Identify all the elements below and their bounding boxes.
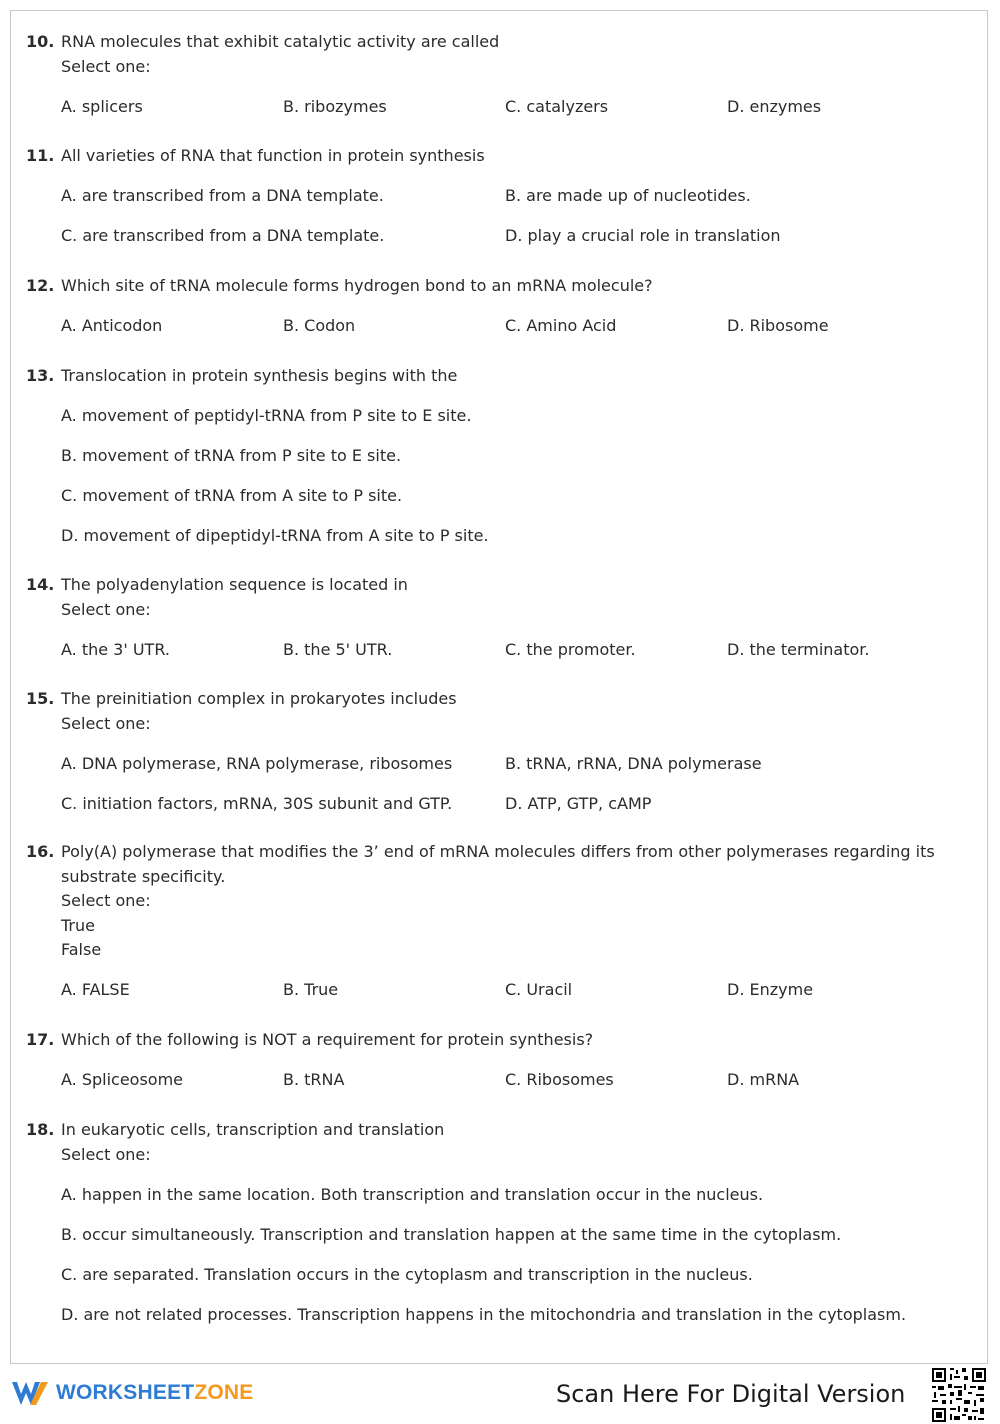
false-label: False <box>61 940 102 959</box>
question-number: 11. <box>26 146 55 165</box>
option-d[interactable]: D. play a crucial role in translation <box>505 226 781 245</box>
option-b[interactable]: B. tRNA <box>283 1070 345 1089</box>
question-number: 14. <box>26 575 55 594</box>
question-12 <box>26 274 966 339</box>
option-a[interactable]: A. Spliceosome <box>61 1070 184 1089</box>
scan-here-text: Scan Here For Digital Version <box>556 1380 906 1408</box>
option-d[interactable]: D. the terminator. <box>727 639 870 659</box>
option-d[interactable]: D. are not related processes. Transcription happens in the mitochondria and translation in the cytoplasm. <box>61 1304 907 1324</box>
question-text: Translocation in protein synthesis begins with the <box>61 366 458 385</box>
question-18 <box>26 1118 966 1327</box>
option-b[interactable]: B. Codon <box>283 316 356 335</box>
option-d[interactable]: D. mRNA <box>727 1070 800 1089</box>
option-a[interactable]: A. the 3' UTR. <box>61 639 170 659</box>
question-number: 16. <box>26 842 55 861</box>
option-c[interactable]: C. are transcribed from a DNA template. <box>61 226 385 245</box>
question-text: All varieties of RNA that function in protein synthesis <box>61 146 485 165</box>
question-text: RNA molecules that exhibit catalytic activity are called <box>61 32 500 51</box>
qr-code-icon[interactable] <box>930 1366 988 1424</box>
option-b[interactable]: B. ribozymes <box>283 96 387 116</box>
option-a[interactable]: A. Anticodon <box>61 316 163 335</box>
question-13 <box>26 364 966 549</box>
question-14 <box>26 573 966 662</box>
question-text: Which of the following is NOT a requirement for protein synthesis? <box>61 1030 594 1049</box>
option-a[interactable]: A. DNA polymerase, RNA polymerase, ribosomes <box>61 753 453 773</box>
question-text: The preinitiation complex in prokaryotes includes <box>61 689 457 708</box>
question-17 <box>26 1028 966 1093</box>
option-b[interactable]: B. True <box>283 980 339 999</box>
question-number: 15. <box>26 689 55 708</box>
option-a[interactable]: A. happen in the same location. Both transcription and translation occur in the nucleus. <box>61 1184 764 1204</box>
select-one-label: Select one: <box>61 1144 151 1164</box>
logo-text-zone: ZONE <box>194 1381 254 1404</box>
question-number: 13. <box>26 366 55 385</box>
option-c[interactable]: C. Amino Acid <box>505 316 617 335</box>
select-one-label: Select one: <box>61 599 151 619</box>
option-d[interactable]: D. enzymes <box>727 96 822 116</box>
question-number: 10. <box>26 32 55 51</box>
select-one-label: Select one: <box>61 891 151 910</box>
w-logo-icon <box>10 1378 50 1408</box>
option-a[interactable]: A. splicers <box>61 96 143 116</box>
option-d[interactable]: D. Ribosome <box>727 316 829 335</box>
question-number: 18. <box>26 1120 55 1139</box>
option-d[interactable]: D. movement of dipeptidyl-tRNA from A site to P site. <box>61 526 489 545</box>
option-c[interactable]: C. the promoter. <box>505 639 636 659</box>
true-label: True <box>61 915 95 935</box>
question-10 <box>26 30 966 119</box>
question-number: 12. <box>26 276 55 295</box>
option-b[interactable]: B. movement of tRNA from P site to E site. <box>61 446 402 465</box>
option-c[interactable]: C. are separated. Translation occurs in the cytoplasm and transcription in the nucleus. <box>61 1264 753 1284</box>
option-b[interactable]: B. the 5' UTR. <box>283 639 393 659</box>
question-number: 17. <box>26 1030 55 1049</box>
option-d[interactable]: D. ATP, GTP, cAMP <box>505 793 652 813</box>
option-d[interactable]: D. Enzyme <box>727 980 814 999</box>
logo-text-worksheet: WORKSHEET <box>56 1381 195 1404</box>
option-a[interactable]: A. FALSE <box>61 980 130 999</box>
footer <box>0 1364 1000 1414</box>
option-c[interactable]: C. Uracil <box>505 980 573 999</box>
question-15 <box>26 687 966 816</box>
select-one-label: Select one: <box>61 713 151 733</box>
option-c[interactable]: C. initiation factors, mRNA, 30S subunit and GTP. <box>61 793 453 813</box>
option-c[interactable]: C. catalyzers <box>505 96 609 116</box>
option-c[interactable]: C. movement of tRNA from A site to P site. <box>61 486 403 505</box>
worksheetzone-logo[interactable] <box>10 1378 253 1408</box>
option-b[interactable]: B. occur simultaneously. Transcription and translation happen at the same time in the cytoplasm. <box>61 1224 842 1244</box>
question-text: Which site of tRNA molecule forms hydrogen bond to an mRNA molecule? <box>61 276 653 295</box>
option-a[interactable]: A. are transcribed from a DNA template. <box>61 186 384 205</box>
question-16 <box>26 840 966 1003</box>
select-one-label: Select one: <box>61 56 151 76</box>
question-text: In eukaryotic cells, transcription and translation <box>61 1120 445 1139</box>
option-a[interactable]: A. movement of peptidyl-tRNA from P site to E site. <box>61 406 472 425</box>
question-text: The polyadenylation sequence is located in <box>61 575 408 594</box>
question-11 <box>26 144 966 249</box>
option-c[interactable]: C. Ribosomes <box>505 1070 614 1089</box>
option-b[interactable]: B. are made up of nucleotides. <box>505 186 751 205</box>
option-b[interactable]: B. tRNA, rRNA, DNA polymerase <box>505 753 762 773</box>
question-text: Poly(A) polymerase that modifies the 3’ end of mRNA molecules differs from other polymerases regarding its substrate specificity. <box>61 842 935 886</box>
